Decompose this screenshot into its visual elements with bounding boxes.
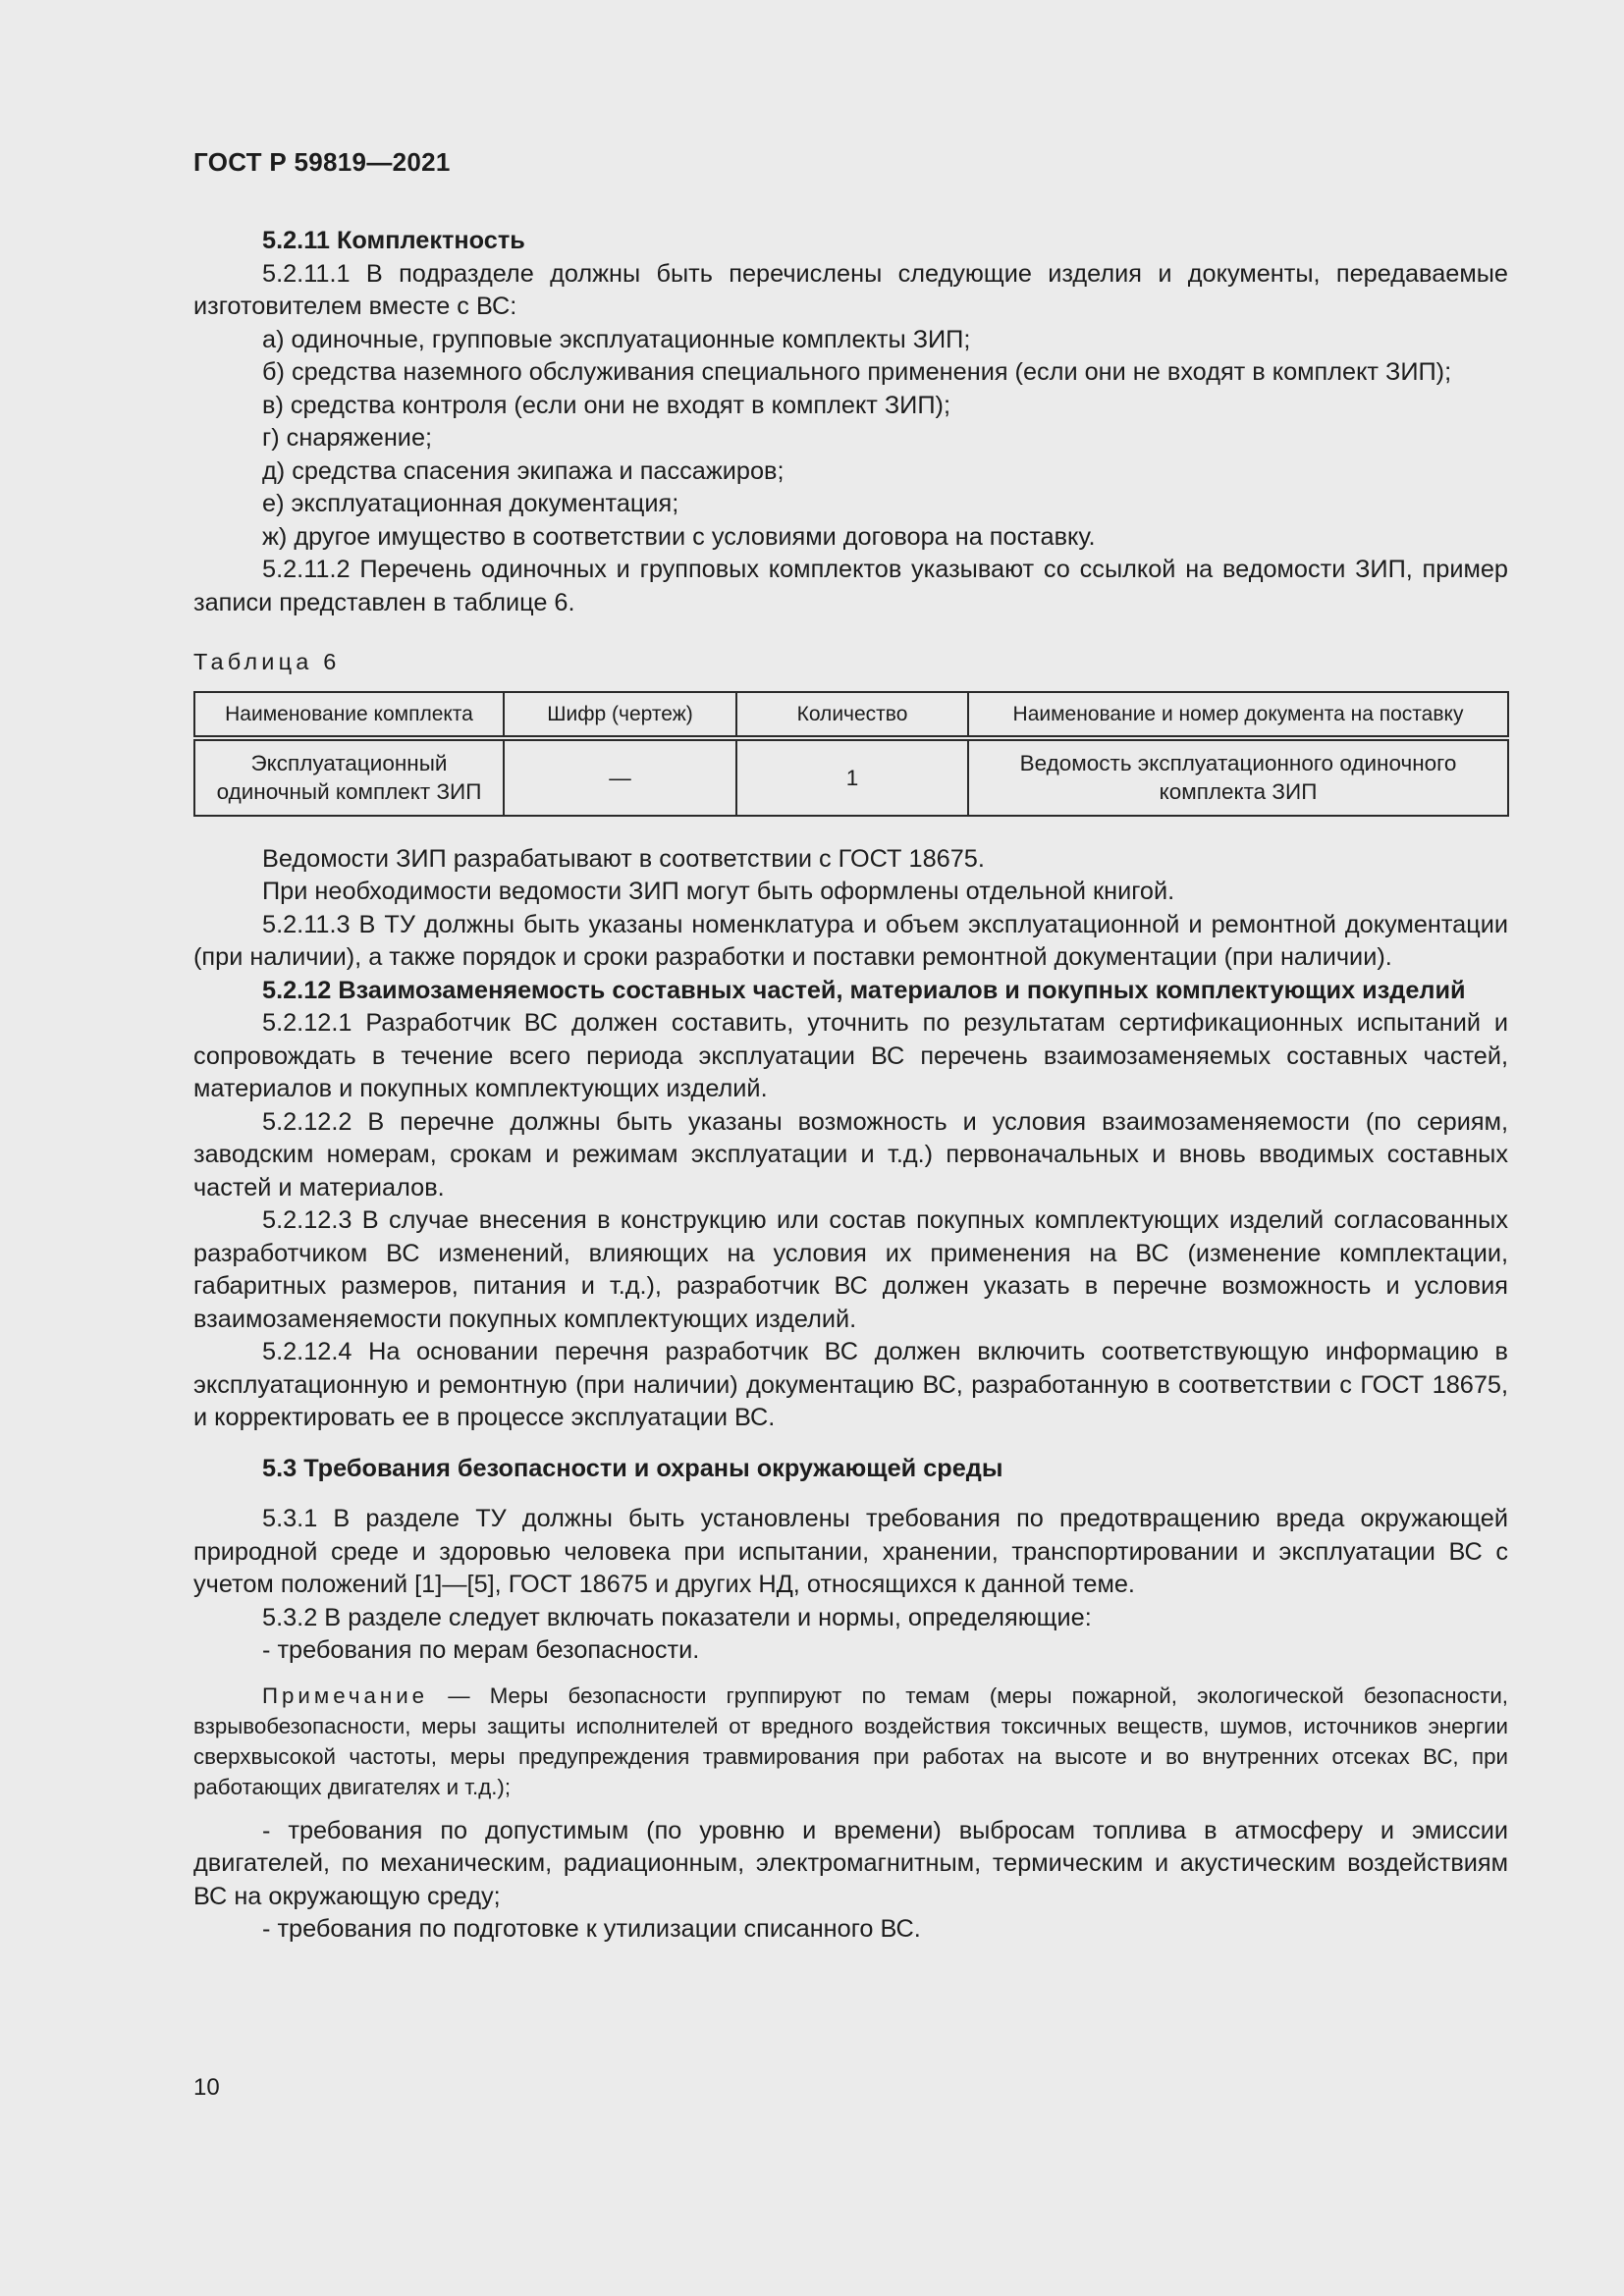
list-item: в) средства контроля (если они не входят в комплект ЗИП);	[262, 391, 951, 419]
page-number: 10	[193, 2074, 220, 2101]
note	[193, 1681, 1508, 1802]
list-item: д) средства спасения экипажа и пассажиров;	[262, 456, 785, 485]
table-header-cell: Наименование комплекта	[194, 692, 504, 738]
paragraph-5-2-11-2: 5.2.11.2 Перечень одиночных и групповых комплектов указывают со ссылкой на ведомости ЗИП, пример записи представлен в таблице 6.	[193, 556, 1508, 616]
requirement-item: - требования по подготовке к утилизации списанного ВС.	[262, 1915, 921, 1943]
table-cell: Эксплуатационный одиночный комплект ЗИП	[194, 738, 504, 816]
list-item: ж) другое имущество в соответствии с условиями договора на поставку.	[262, 522, 1096, 551]
note-text: Меры безопасности группируют по темам (меры пожарной, экологической безопасности, взрывобезопасности, меры защиты исполнителей от вредного воздействия токсичных веществ, шумов, источников энергии сверхвысокой частоты, меры предупреждения травмирования при работах на высоте и во внутренних отсеках ВС, при работающих двигателях и т.д.);	[193, 1682, 1508, 1799]
paragraph-5-2-12-4: 5.2.12.4 На основании перечня разработчик ВС должен включить соответствующую информацию в эксплуатационную и ремонтную (при наличии) документацию ВС, разработанную в соответствии с ГОСТ 18675, и корректировать ее в процессе эксплуатации ВС.	[193, 1338, 1508, 1431]
table-cell: Ведомость эксплуатационного одиночного комплекта ЗИП	[968, 738, 1508, 816]
paragraph-5-3-2: 5.3.2 В разделе следует включать показатели и нормы, определяющие:	[262, 1603, 1092, 1631]
table-header-cell: Количество	[736, 692, 968, 738]
table-row	[194, 738, 1508, 816]
list-item: б) средства наземного обслуживания специального применения (если они не входят в комплект ЗИП);	[262, 358, 1452, 386]
paragraph-zip-book: При необходимости ведомости ЗИП могут быть оформлены отдельной книгой.	[262, 878, 1175, 905]
list-item: е) эксплуатационная документация;	[262, 490, 679, 517]
requirement-item: - требования по допустимым (по уровню и времени) выбросам топлива в атмосферу и эмиссии двигателей, по механическим, радиационным, электромагнитным, термическим и акустическим воздействиям ВС на окружающую среду;	[193, 1816, 1508, 1910]
paragraph-zip-reference: Ведомости ЗИП разрабатывают в соответствии с ГОСТ 18675.	[262, 844, 985, 873]
page-content	[193, 225, 1508, 1947]
table-cell: 1	[736, 738, 968, 816]
paragraph-5-3-1: 5.3.1 В разделе ТУ должны быть установлены требования по предотвращению вреда окружающей природной среде и здоровью человека при испытании, хранении, транспортировании и эксплуатации ВС с учетом положений [1]—[5], ГОСТ 18675 и других НД, относящихся к данной теме.	[193, 1505, 1508, 1598]
paragraph-5-2-12-1: 5.2.12.1 Разработчик ВС должен составить, уточнить по результатам сертификационных испытаний и сопровождать в течение всего периода эксплуатации ВС перечень взаимозаменяемых составных частей, материалов и покупных комплектующих изделий.	[193, 1009, 1508, 1102]
table-header-row	[194, 692, 1508, 738]
list-item: а) одиночные, групповые эксплуатационные комплекты ЗИП;	[262, 325, 971, 353]
table-caption: Таблица 6	[193, 649, 341, 674]
section-5-2-12-heading: 5.2.12 Взаимозаменяемость составных частей, материалов и покупных комплектующих изделий	[262, 976, 1466, 1004]
paragraph-5-2-11-1: 5.2.11.1 В подразделе должны быть перечислены следующие изделия и документы, передаваемые изготовителем вместе с ВС:	[193, 259, 1508, 320]
paragraph-5-2-11-3: 5.2.11.3 В ТУ должны быть указаны номенклатура и объем эксплуатационной и ремонтной документации (при наличии), а также порядок и сроки разработки и поставки ремонтной документации (при наличии).	[193, 910, 1508, 971]
document-code: ГОСТ Р 59819—2021	[193, 147, 451, 177]
requirement-item: - требования по мерам безопасности.	[262, 1636, 700, 1664]
paragraph-5-2-12-3: 5.2.12.3 В случае внесения в конструкцию или состав покупных комплектующих изделий согласованных разработчиком ВС изменений, влияющих на условия их применения на ВС (изменение комплектации, габаритных размеров, питания и т.д.), разработчик ВС должен указать в перечне возможность и условия взаимозаменяемости покупных комплектующих изделий.	[193, 1206, 1508, 1333]
section-5-2-11-heading: 5.2.11 Комплектность	[262, 227, 525, 254]
table-header-cell: Наименование и номер документа на поставку	[968, 692, 1508, 738]
paragraph-5-2-12-2: 5.2.12.2 В перечне должны быть указаны возможность и условия взаимозаменяемости (по сериям, заводским номерам, срокам и режимам эксплуатации и т.д.) первоначальных и вновь вводимых составных частей и материалов.	[193, 1107, 1508, 1201]
table-header-cell: Шифр (чертеж)	[504, 692, 736, 738]
list-item: г) снаряжение;	[262, 424, 433, 452]
section-5-3-heading: 5.3 Требования безопасности и охраны окружающей среды	[262, 1454, 1003, 1482]
note-dash: —	[428, 1682, 490, 1708]
table-6	[193, 691, 1509, 817]
note-label: Примечание	[262, 1682, 429, 1708]
table-cell: —	[504, 738, 736, 816]
